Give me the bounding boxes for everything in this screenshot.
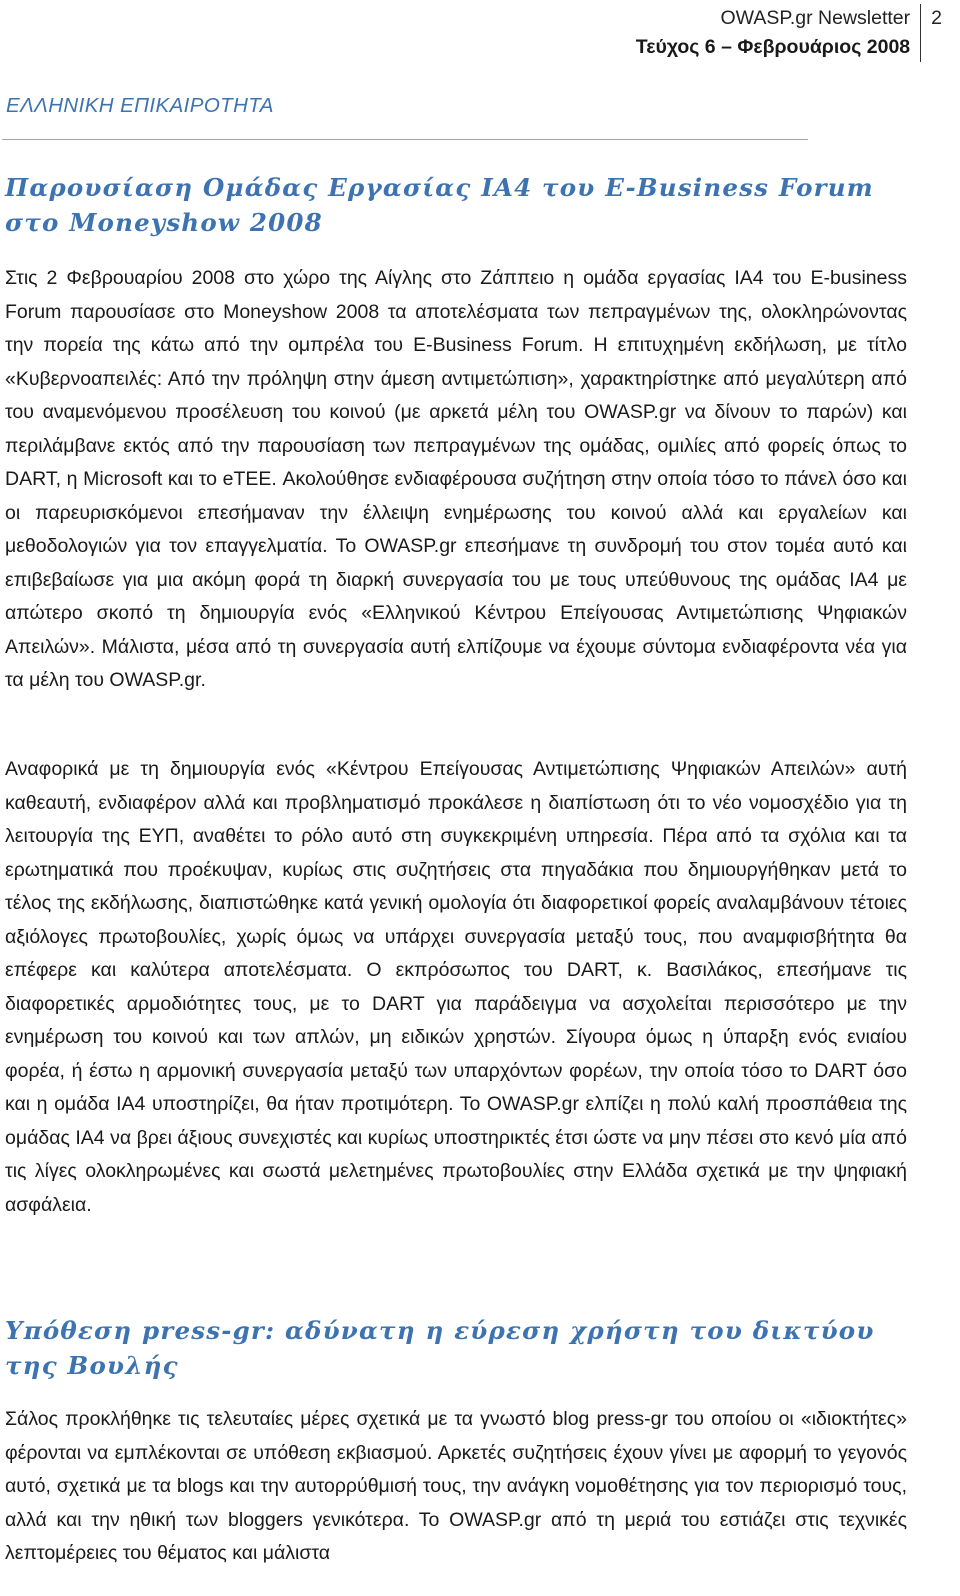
issue-label: Τεύχος 6 – Φεβρουάριος 2008 — [635, 36, 911, 58]
article-heading-ia4: Παρουσίαση Ομάδας Εργασίας ΙΑ4 του E-Business Forum στο Moneyshow 2008 — [5, 173, 874, 237]
section-title: ΕΛΛΗΝΙΚΗ ΕΠΙΚΑΙΡΟΤΗΤΑ — [6, 94, 274, 117]
article-paragraph: Αναφορικά με τη δημιουργία ενός «Κέντρου Επείγουσας Αντιμετώπισης Ψηφιακών Απειλών» αυτή καθεαυτή, ενδιαφέρον αλλά και προβληματισμό προκάλεσε η διαπίστωση ότι το νέο νομοσχέδιο για τη λειτουργία της ΕΥΠ, αναθέτει το ρόλο αυτό στη συγκεκριμένη υπηρεσία. Πέρα από τα σχόλια και τα ερωτηματικά που προέκυψαν, κυρίως στις συζητήσεις στα πηγαδάκια που δημιουργήθηκαν μετά το τέλος της εκδήλωσης, διαπιστώθηκε κατά γενική ομολογία ότι διαφορετικοί φορείς αναλαμβάνουν τέτοιες αξιόλογες πρωτοβουλίες, χωρίς όμως να υπάρχει συνεργασία μεταξύ τους, που αναμφισβήτητα θα επέφερε και καλύτερα αποτελέσματα. Ο εκπρόσωπος του DART, κ. Βασιλάκος, επεσήμανε τις διαφορετικές αρμοδιότητες τους, με το DART για παράδειγμα να ασχολείται περισσότερο με την ενημέρωση του κοινού και των απλών, μη ειδικών χρηστών. Σίγουρα όμως η ύπαρξη ενός ενιαίου φορέα, ή έστω η αρμονική συνεργασία μεταξύ των υπαρχόντων φορέων, την οποία τόσο το DART όσο και η ομάδα ΙΑ4 υποστηρίζει, θα ήταν προτιμότερη. Το OWASP.gr ελπίζει η πολύ καλή προσπάθεια της ομάδας ΙΑ4 να βρει άξιους συνεχιστές και κυρίως υποστηρικτές έτσι ώστε να μην πέσει στο κενό μία από τις λίγες ολοκληρωμένες και σωστά μελετημένες πρωτοβουλίες στην Ελλάδα σχετικά με την ψηφιακή ασφάλεια. — [5, 758, 907, 1216]
page-header — [636, 4, 942, 62]
article-paragraph: Στις 2 Φεβρουαρίου 2008 στο χώρο της Αίγλης στο Ζάππειο η ομάδα εργασίας ΙΑ4 του E-business Forum παρουσίασε στο Moneyshow 2008 τα αποτελέσματα των πεπραγμένων της, ολοκληρώνοντας την πορεία της κάτω από την ομπρέλα του E-Business Forum. Η επιτυχημένη εκδήλωση, με τίτλο «Κυβερνοαπειλές: Από την πρόληψη στην άμεση αντιμετώπιση», χαρακτηρίστηκε από μεγαλύτερη από του αναμενόμενου προσέλευση του κοινού (με αρκετά μέλη του OWASP.gr να δίνουν το παρών) και περιλάμβανε εκτός από την παρουσίαση των πεπραγμένων της ομάδας, ομιλίες από φορείς όπως το DART, η Microsoft και το eTEE. Ακολούθησε ενδιαφέρουσα συζήτηση στην οποία τόσο το πάνελ όσο και οι παρευρισκόμενοι επεσήμαναν την έλλειψη ενημέρωσης του κοινού αλλά και εργαλείων και μεθοδολογιών για τον επαγγελματία. Το OWASP.gr επεσήμανε τη συνδρομή του στον τομέα αυτό και επιβεβαίωσε για μια ακόμη φορά τη διαρκή συνεργασία του με τους υπεύθυνους της ομάδας ΙΑ4 με απώτερο σκοπό τη δημιουργία ενός «Ελληνικού Κέντρου Επείγουσας Αντιμετώπισης Ψηφιακών Απειλών». Μάλιστα, μέσα από τη συνεργασία αυτή ελπίζουμε να έχουμε σύντομα ενδιαφέροντα νέα για τα μέλη του OWASP.gr. — [5, 267, 907, 691]
section-divider — [2, 139, 808, 140]
article-heading-press-gr: Υπόθεση press-gr: αδύνατη η εύρεση χρήστη του δικτύου της Βουλής — [5, 1316, 875, 1380]
page-number: 2 — [931, 7, 942, 29]
article-paragraph: Σάλος προκλήθηκε τις τελευταίες μέρες σχετικά με τα γνωστό blog press-gr του οποίου οι «ιδιοκτήτες» φέρονται να εμπλέκονται σε υπόθεση εκβιασμού. Αρκετές συζητήσεις έχουν γίνει με αφορμή το γεγονός αυτό, σχετικά με τα blogs και την αυτορρύθμισή τους, την ανάγκη νομοθέτησης για τον περιορισμό τους, αλλά και την ηθική των bloggers γενικότερα. Το OWASP.gr από τη μεριά του εστιάζει στις τεχνικές λεπτομέρειες του θέματος και μάλιστα — [5, 1408, 907, 1564]
header-text — [636, 4, 921, 62]
newsletter-title: OWASP.gr Newsletter — [720, 7, 911, 29]
